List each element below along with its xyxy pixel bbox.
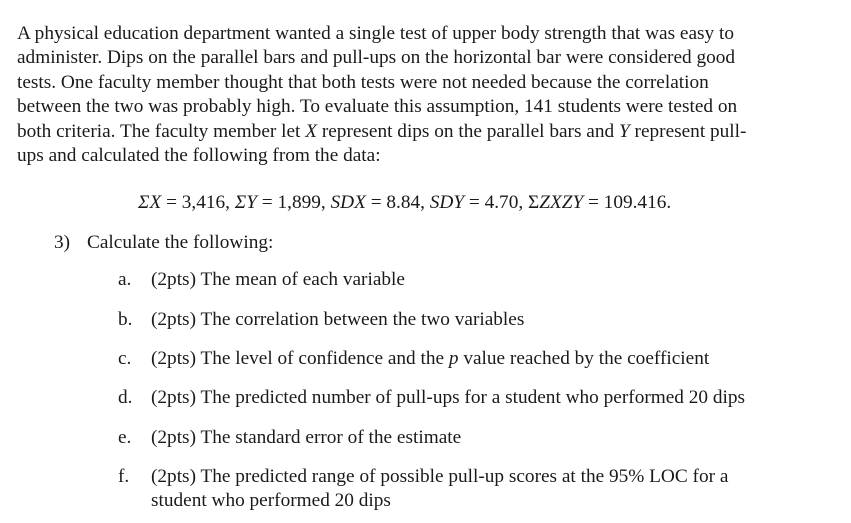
item-text-part-1: (2pts) The level of confidence and the bbox=[151, 348, 449, 369]
intro-line-5-part-1: both criteria. The faculty member let bbox=[17, 120, 306, 142]
intro-line-3: tests. One faculty member thought that both tests were not needed because the correlation bbox=[17, 71, 709, 93]
zxzy-sigma: Σ bbox=[527, 192, 540, 213]
intro-line-1: A physical education department wanted a single test of upper body strength that was easy to bbox=[17, 23, 734, 44]
item-text: (2pts) The mean of each variable bbox=[151, 269, 405, 290]
item-text bbox=[151, 465, 838, 514]
item-text bbox=[151, 347, 838, 371]
sdx-symbol: SDX bbox=[330, 192, 366, 213]
item-text-line-1: (2pts) The predicted range of possible pull-up scores at the 95% LOC for a bbox=[151, 466, 729, 487]
sdy-value: = 4.70, bbox=[464, 192, 528, 213]
list-item bbox=[118, 426, 838, 450]
item-letter: c. bbox=[118, 348, 132, 369]
item-text: (2pts) The standard error of the estimate bbox=[151, 427, 462, 448]
variable-x: X bbox=[305, 120, 317, 142]
summary-statistics-formula bbox=[138, 191, 671, 215]
list-item bbox=[118, 347, 838, 371]
item-text-part-2: value reached by the coefficient bbox=[458, 348, 710, 369]
item-letter: f. bbox=[118, 466, 130, 487]
list-item bbox=[118, 268, 838, 292]
intro-line-5-part-3: represent pull- bbox=[629, 120, 747, 142]
intro-line-5-part-2: represent dips on the parallel bars and bbox=[317, 120, 619, 142]
zxzy-symbol: ZXZY bbox=[539, 192, 584, 213]
intro-line-6: ups and calculated the following from the data: bbox=[17, 145, 381, 167]
sum-y-symbol: ΣY bbox=[234, 192, 257, 213]
zxzy-value: = 109.416. bbox=[583, 192, 672, 213]
item-letter: b. bbox=[118, 309, 133, 330]
item-text-line-2: student who performed 20 dips bbox=[151, 490, 391, 512]
item-text: (2pts) The correlation between the two variables bbox=[151, 309, 525, 330]
list-item bbox=[118, 386, 838, 410]
intro-line-5 bbox=[17, 120, 837, 144]
question-heading bbox=[54, 231, 273, 255]
item-letter: e. bbox=[118, 427, 132, 448]
sum-y-value: = 1,899, bbox=[256, 192, 331, 213]
sum-x-value: = 3,416, bbox=[161, 192, 235, 213]
sum-x-symbol: ΣX bbox=[138, 192, 162, 213]
intro-line-4: between the two was probably high. To evaluate this assumption, 141 students were tested on bbox=[17, 96, 738, 118]
item-text: (2pts) The predicted number of pull-ups for a student who performed 20 dips bbox=[151, 387, 746, 408]
sdx-value: = 8.84, bbox=[365, 192, 430, 213]
item-letter: a. bbox=[118, 269, 132, 290]
variable-y: Y bbox=[618, 120, 630, 142]
list-item bbox=[118, 308, 838, 332]
intro-line-2: administer. Dips on the parallel bars and pull-ups on the horizontal bar were considered good bbox=[17, 47, 736, 69]
problem-intro bbox=[17, 22, 837, 168]
question-number: 3) bbox=[54, 232, 71, 253]
sdy-symbol: SDY bbox=[429, 192, 465, 213]
list-item bbox=[118, 465, 838, 514]
item-letter: d. bbox=[118, 387, 133, 408]
variable-p: p bbox=[448, 348, 459, 369]
question-text: Calculate the following: bbox=[87, 232, 274, 253]
